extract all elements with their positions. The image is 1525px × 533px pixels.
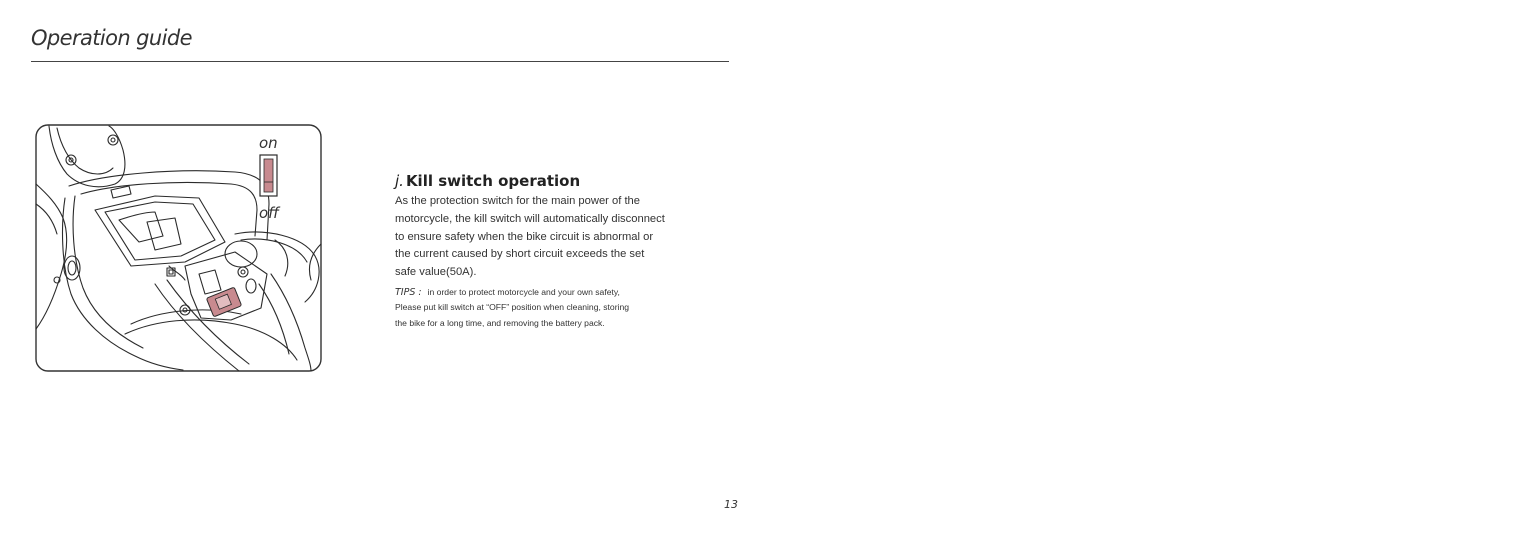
tips-line: in order to protect motorcycle and your own safety, — [427, 286, 620, 297]
body-line: As the protection switch for the main power of the — [395, 195, 641, 207]
body-line: motorcycle, the kill switch will automatically disconnect — [395, 212, 665, 225]
title-divider — [31, 61, 729, 62]
tips-block — [395, 285, 705, 331]
page-title: Operation guide — [31, 26, 192, 50]
body-line: safe value(50A). — [395, 266, 477, 279]
section-number: j. — [395, 172, 404, 190]
switch-on-label: on — [259, 134, 278, 152]
section-body — [395, 193, 705, 282]
body-line: the current caused by short circuit exceeds the set — [395, 248, 645, 261]
tips-line: the bike for a long time, and removing the battery pack. — [395, 317, 605, 328]
illustration-frame — [36, 125, 321, 371]
section-title: Kill switch operation — [405, 172, 581, 190]
kill-switch-section — [395, 172, 705, 331]
tips-label: TIPS : — [395, 286, 422, 298]
tips-line: Please put kill switch at “OFF” position when cleaning, storing — [395, 302, 630, 313]
page-number: 13 — [724, 498, 738, 511]
section-heading — [395, 172, 705, 190]
switch-off-label: off — [259, 204, 280, 222]
body-line: to ensure safety when the bike circuit is abnormal or — [395, 230, 654, 243]
kill-switch-illustration — [35, 124, 323, 373]
